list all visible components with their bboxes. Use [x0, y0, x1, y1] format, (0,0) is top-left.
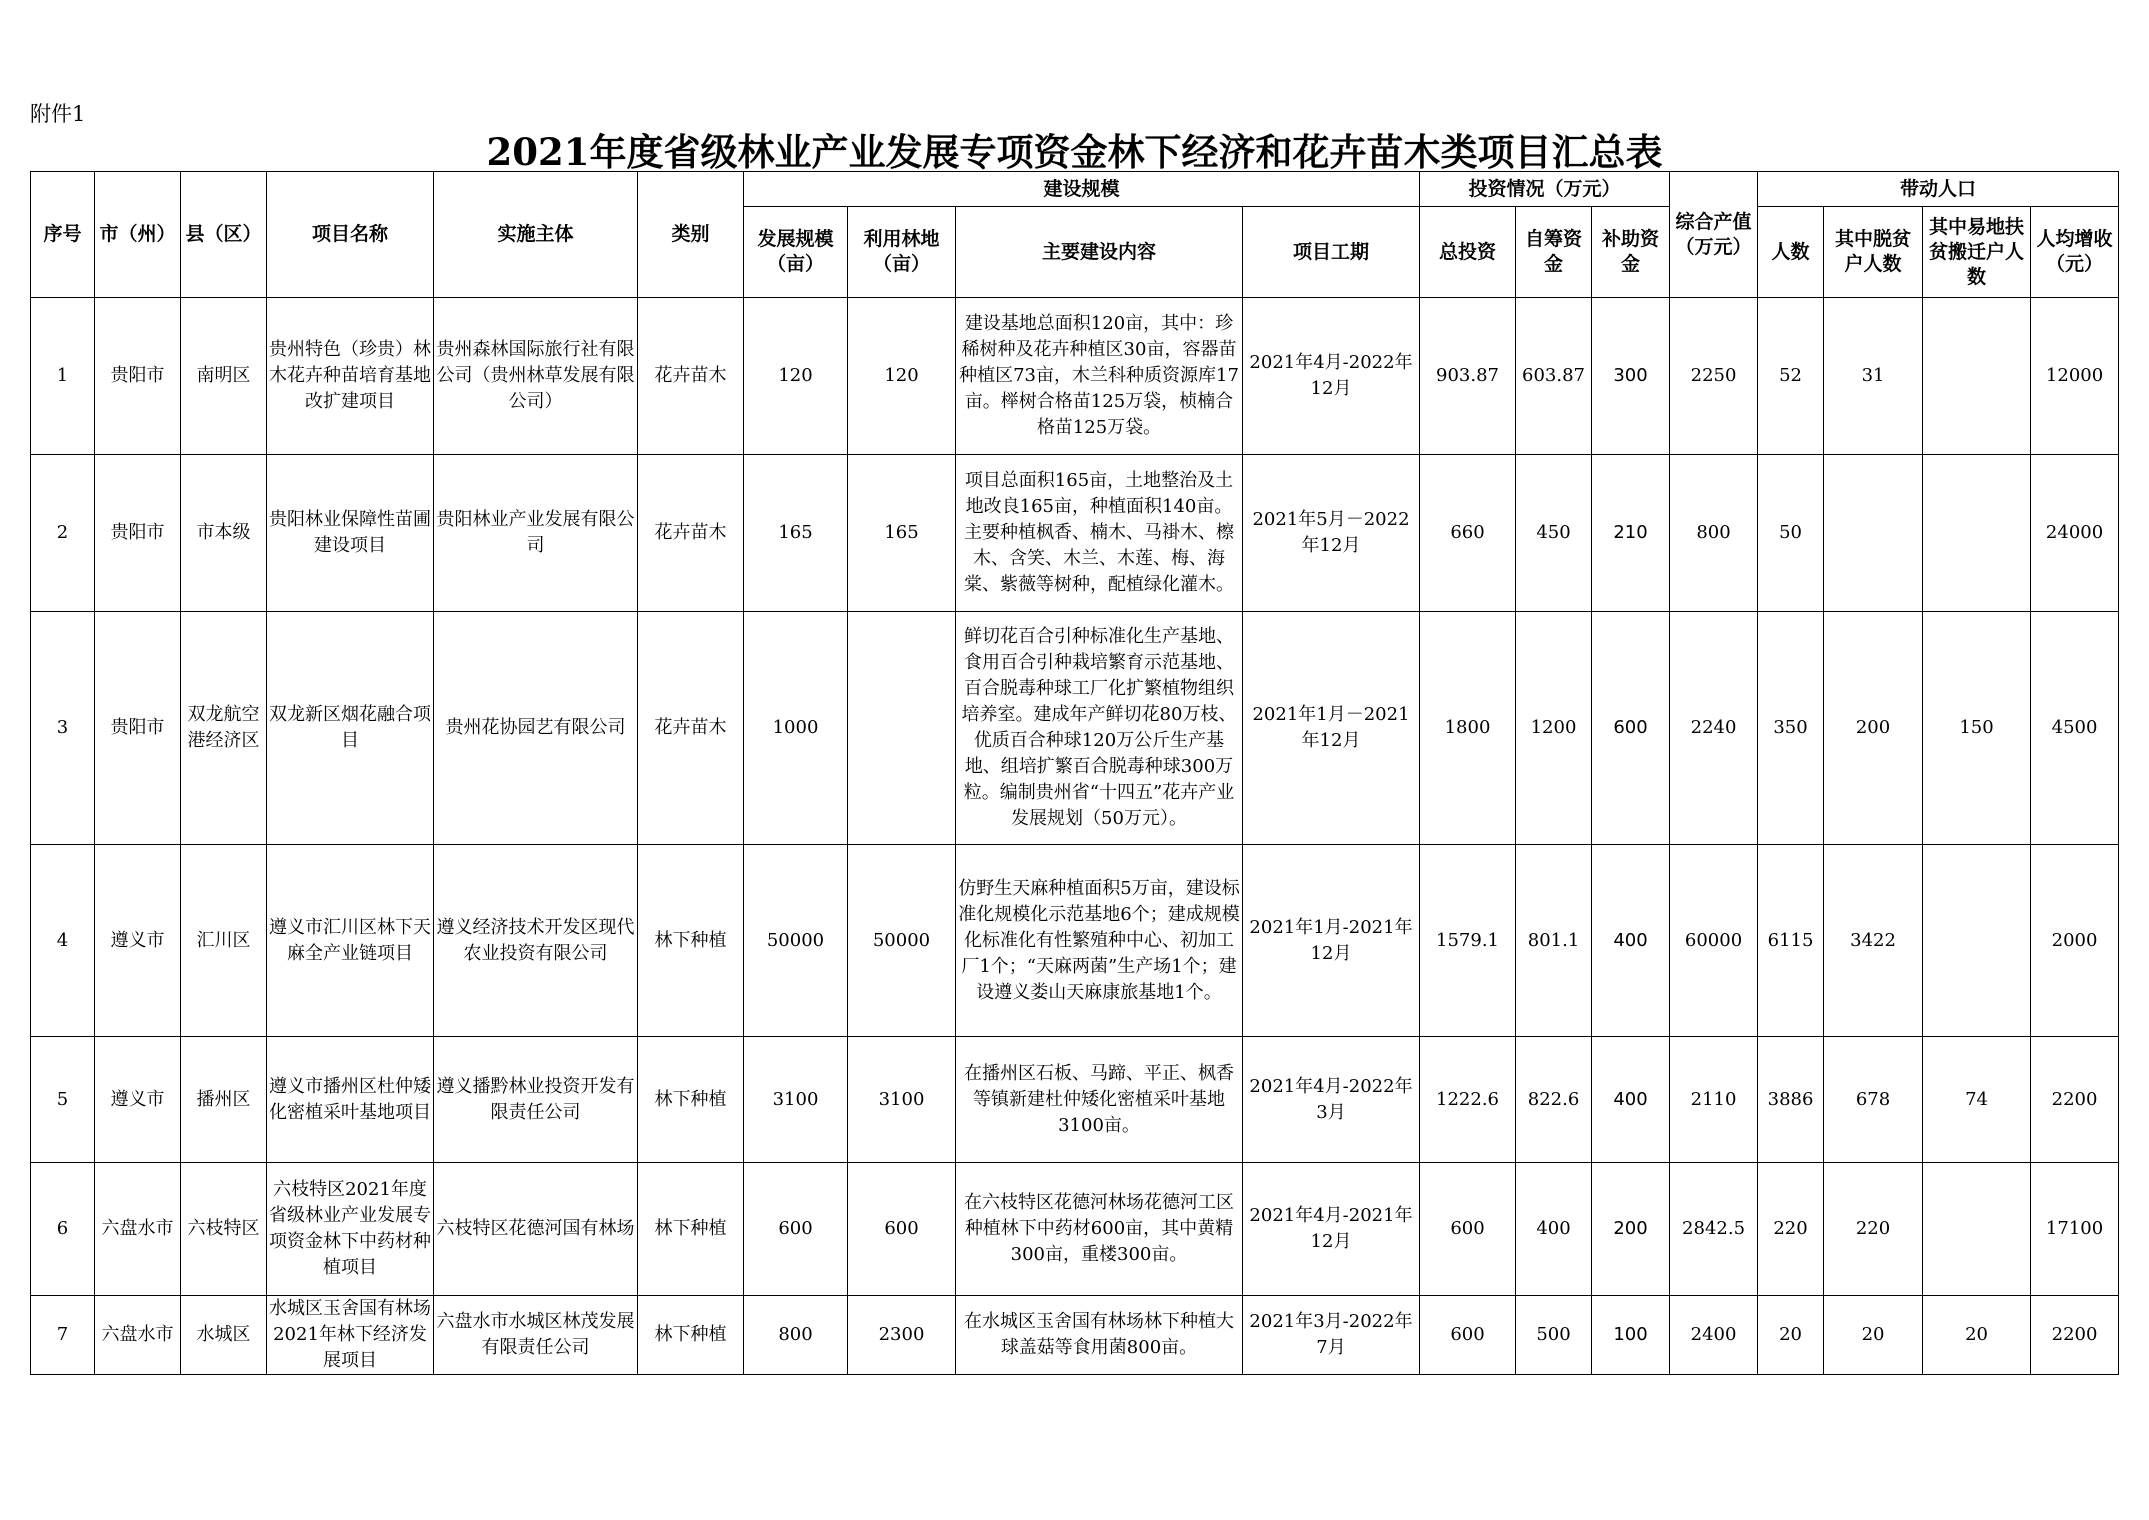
cell-period: 2021年4月-2022年3月: [1243, 1037, 1420, 1163]
cell-relocated: 74: [1923, 1037, 2031, 1163]
cell-forest-land: 50000: [848, 845, 956, 1037]
cell-entity: 贵州森林国际旅行社有限公司（贵州林草发展有限公司）: [434, 298, 638, 455]
cell-seq: 4: [31, 845, 95, 1037]
cell-output: 2110: [1670, 1037, 1758, 1163]
cell-seq: 5: [31, 1037, 95, 1163]
cell-self-funds: 500: [1516, 1296, 1592, 1375]
cell-seq: 7: [31, 1296, 95, 1375]
header-self-funds: 自筹资金: [1516, 207, 1592, 298]
cell-entity: 六枝特区花德河国有林场: [434, 1163, 638, 1296]
cell-seq: 3: [31, 612, 95, 845]
header-content: 主要建设内容: [956, 207, 1243, 298]
cell-dev-scale: 120: [744, 298, 848, 455]
cell-income: 24000: [2031, 455, 2119, 612]
cell-subsidy: 210: [1592, 455, 1670, 612]
header-pop-group: 带动人口: [1758, 172, 2119, 207]
header-seq: 序号: [31, 172, 95, 298]
cell-persons: 220: [1758, 1163, 1824, 1296]
header-income: 人均增收（元）: [2031, 207, 2119, 298]
cell-total-invest: 1222.6: [1420, 1037, 1516, 1163]
cell-entity: 遵义播黔林业投资开发有限责任公司: [434, 1037, 638, 1163]
cell-relocated: 20: [1923, 1296, 2031, 1375]
cell-city: 贵阳市: [95, 612, 181, 845]
cell-subsidy: 200: [1592, 1163, 1670, 1296]
cell-total-invest: 1800: [1420, 612, 1516, 845]
cell-subsidy: 300: [1592, 298, 1670, 455]
cell-entity: 遵义经济技术开发区现代农业投资有限公司: [434, 845, 638, 1037]
cell-relocated: 150: [1923, 612, 2031, 845]
cell-total-invest: 1579.1: [1420, 845, 1516, 1037]
header-county: 县（区）: [181, 172, 267, 298]
cell-persons: 20: [1758, 1296, 1824, 1375]
cell-subsidy: 100: [1592, 1296, 1670, 1375]
cell-forest-land: 3100: [848, 1037, 956, 1163]
cell-content: 在播州区石板、马蹄、平正、枫香等镇新建杜仲矮化密植采叶基地3100亩。: [956, 1037, 1243, 1163]
cell-city: 贵阳市: [95, 455, 181, 612]
cell-entity: 贵州花协园艺有限公司: [434, 612, 638, 845]
cell-content: 在水城区玉舍国有林场林下种植大球盖菇等食用菌800亩。: [956, 1296, 1243, 1375]
cell-content: 仿野生天麻种植面积5万亩，建设标准化规模化示范基地6个；建成规模化标准化有性繁殖种中心、初加工厂1个；“天麻两菌”生产场1个；建设遵义娄山天麻康旅基地1个。: [956, 845, 1243, 1037]
cell-entity: 六盘水市水城区林茂发展有限责任公司: [434, 1296, 638, 1375]
cell-content: 在六枝特区花德河林场花德河工区种植林下中药材600亩，其中黄精300亩，重楼300亩。: [956, 1163, 1243, 1296]
cell-dev-scale: 800: [744, 1296, 848, 1375]
cell-total-invest: 600: [1420, 1163, 1516, 1296]
cell-relocated: [1923, 845, 2031, 1037]
header-relocated: 其中易地扶贫搬迁户人数: [1923, 207, 2031, 298]
header-output: 综合产值（万元）: [1670, 172, 1758, 298]
header-persons: 人数: [1758, 207, 1824, 298]
cell-income: 2200: [2031, 1296, 2119, 1375]
cell-county: 南明区: [181, 298, 267, 455]
table-row: [31, 298, 2119, 455]
cell-county: 播州区: [181, 1037, 267, 1163]
cell-content: 建设基地总面积120亩，其中：珍稀树种及花卉种植区30亩，容器苗种植区73亩，木兰科种质资源库17亩。榉树合格苗125万袋，桢楠合格苗125万袋。: [956, 298, 1243, 455]
cell-county: 市本级: [181, 455, 267, 612]
cell-project: 遵义市汇川区林下天麻全产业链项目: [267, 845, 434, 1037]
cell-project: 贵阳林业保障性苗圃建设项目: [267, 455, 434, 612]
cell-category: 林下种植: [638, 1296, 744, 1375]
cell-self-funds: 1200: [1516, 612, 1592, 845]
cell-output: 2842.5: [1670, 1163, 1758, 1296]
cell-income: 12000: [2031, 298, 2119, 455]
cell-dev-scale: 1000: [744, 612, 848, 845]
cell-period: 2021年1月-2021年12月: [1243, 845, 1420, 1037]
cell-period: 2021年3月-2022年7月: [1243, 1296, 1420, 1375]
header-period: 项目工期: [1243, 207, 1420, 298]
cell-forest-land: 165: [848, 455, 956, 612]
cell-project: 六枝特区2021年度省级林业产业发展专项资金林下中药材种植项目: [267, 1163, 434, 1296]
cell-seq: 6: [31, 1163, 95, 1296]
cell-county: 水城区: [181, 1296, 267, 1375]
header-scale-group: 建设规模: [744, 172, 1420, 207]
cell-period: 2021年1月－2021年12月: [1243, 612, 1420, 845]
cell-subsidy: 400: [1592, 845, 1670, 1037]
cell-total-invest: 903.87: [1420, 298, 1516, 455]
header-dev-scale: 发展规模（亩）: [744, 207, 848, 298]
cell-relocated: [1923, 298, 2031, 455]
cell-county: 汇川区: [181, 845, 267, 1037]
cell-persons: 6115: [1758, 845, 1824, 1037]
cell-city: 贵阳市: [95, 298, 181, 455]
cell-seq: 2: [31, 455, 95, 612]
table-row: [31, 1163, 2119, 1296]
cell-poverty: 200: [1824, 612, 1923, 845]
cell-period: 2021年4月-2022年12月: [1243, 298, 1420, 455]
header-subsidy: 补助资金: [1592, 207, 1670, 298]
cell-project: 遵义市播州区杜仲矮化密植采叶基地项目: [267, 1037, 434, 1163]
cell-dev-scale: 165: [744, 455, 848, 612]
cell-income: 4500: [2031, 612, 2119, 845]
cell-category: 林下种植: [638, 845, 744, 1037]
cell-output: 60000: [1670, 845, 1758, 1037]
header-poverty: 其中脱贫户人数: [1824, 207, 1923, 298]
cell-county: 六枝特区: [181, 1163, 267, 1296]
cell-dev-scale: 3100: [744, 1037, 848, 1163]
table-row: [31, 845, 2119, 1037]
cell-persons: 52: [1758, 298, 1824, 455]
cell-category: 林下种植: [638, 1163, 744, 1296]
cell-project: 双龙新区烟花融合项目: [267, 612, 434, 845]
cell-dev-scale: 600: [744, 1163, 848, 1296]
cell-self-funds: 450: [1516, 455, 1592, 612]
cell-persons: 350: [1758, 612, 1824, 845]
cell-total-invest: 600: [1420, 1296, 1516, 1375]
cell-poverty: 678: [1824, 1037, 1923, 1163]
cell-project: 水城区玉舍国有林场2021年林下经济发展项目: [267, 1296, 434, 1375]
cell-income: 17100: [2031, 1163, 2119, 1296]
cell-self-funds: 400: [1516, 1163, 1592, 1296]
cell-category: 花卉苗木: [638, 298, 744, 455]
cell-content: 项目总面积165亩，土地整治及土地改良165亩，种植面积140亩。主要种植枫香、楠木、马褂木、檫木、含笑、木兰、木莲、梅、海棠、紫薇等树种，配植绿化灌木。: [956, 455, 1243, 612]
cell-poverty: 220: [1824, 1163, 1923, 1296]
cell-self-funds: 801.1: [1516, 845, 1592, 1037]
cell-income: 2000: [2031, 845, 2119, 1037]
cell-city: 六盘水市: [95, 1296, 181, 1375]
cell-output: 2400: [1670, 1296, 1758, 1375]
annex-label: 附件1: [30, 102, 86, 126]
page-title: 2021年度省级林业产业发展专项资金林下经济和花卉苗木类项目汇总表: [486, 130, 1663, 174]
cell-city: 遵义市: [95, 1037, 181, 1163]
cell-relocated: [1923, 1163, 2031, 1296]
cell-poverty: 31: [1824, 298, 1923, 455]
table-row: [31, 1296, 2119, 1375]
cell-dev-scale: 50000: [744, 845, 848, 1037]
cell-forest-land: 120: [848, 298, 956, 455]
table-row: [31, 455, 2119, 612]
cell-poverty: 3422: [1824, 845, 1923, 1037]
cell-persons: 3886: [1758, 1037, 1824, 1163]
cell-content: 鲜切花百合引种标准化生产基地、食用百合引种栽培繁育示范基地、百合脱毒种球工厂化扩繁植物组织培养室。建成年产鲜切花80万枝、优质百合种球120万公斤生产基地、组培扩繁百合脱毒种球300万粒。编制贵州省“十四五”花卉产业发展规划（50万元）。: [956, 612, 1243, 845]
cell-forest-land: 600: [848, 1163, 956, 1296]
header-forest-land: 利用林地（亩）: [848, 207, 956, 298]
cell-poverty: 20: [1824, 1296, 1923, 1375]
header-entity: 实施主体: [434, 172, 638, 298]
cell-output: 2240: [1670, 612, 1758, 845]
cell-forest-land: [848, 612, 956, 845]
cell-city: 遵义市: [95, 845, 181, 1037]
cell-city: 六盘水市: [95, 1163, 181, 1296]
cell-county: 双龙航空港经济区: [181, 612, 267, 845]
header-category: 类别: [638, 172, 744, 298]
cell-poverty: [1824, 455, 1923, 612]
cell-category: 花卉苗木: [638, 612, 744, 845]
header-city: 市（州）: [95, 172, 181, 298]
header-invest-group: 投资情况（万元）: [1420, 172, 1670, 207]
cell-self-funds: 603.87: [1516, 298, 1592, 455]
cell-persons: 50: [1758, 455, 1824, 612]
cell-project: 贵州特色（珍贵）林木花卉种苗培育基地改扩建项目: [267, 298, 434, 455]
header-project: 项目名称: [267, 172, 434, 298]
header-total-invest: 总投资: [1420, 207, 1516, 298]
cell-self-funds: 822.6: [1516, 1037, 1592, 1163]
cell-category: 林下种植: [638, 1037, 744, 1163]
project-summary-table: [30, 171, 2119, 1375]
cell-period: 2021年5月－2022年12月: [1243, 455, 1420, 612]
table-row: [31, 612, 2119, 845]
cell-subsidy: 600: [1592, 612, 1670, 845]
cell-relocated: [1923, 455, 2031, 612]
cell-income: 2200: [2031, 1037, 2119, 1163]
cell-subsidy: 400: [1592, 1037, 1670, 1163]
cell-total-invest: 660: [1420, 455, 1516, 612]
cell-forest-land: 2300: [848, 1296, 956, 1375]
cell-output: 800: [1670, 455, 1758, 612]
cell-entity: 贵阳林业产业发展有限公司: [434, 455, 638, 612]
cell-output: 2250: [1670, 298, 1758, 455]
cell-seq: 1: [31, 298, 95, 455]
cell-period: 2021年4月-2021年12月: [1243, 1163, 1420, 1296]
cell-category: 花卉苗木: [638, 455, 744, 612]
table-row: [31, 1037, 2119, 1163]
